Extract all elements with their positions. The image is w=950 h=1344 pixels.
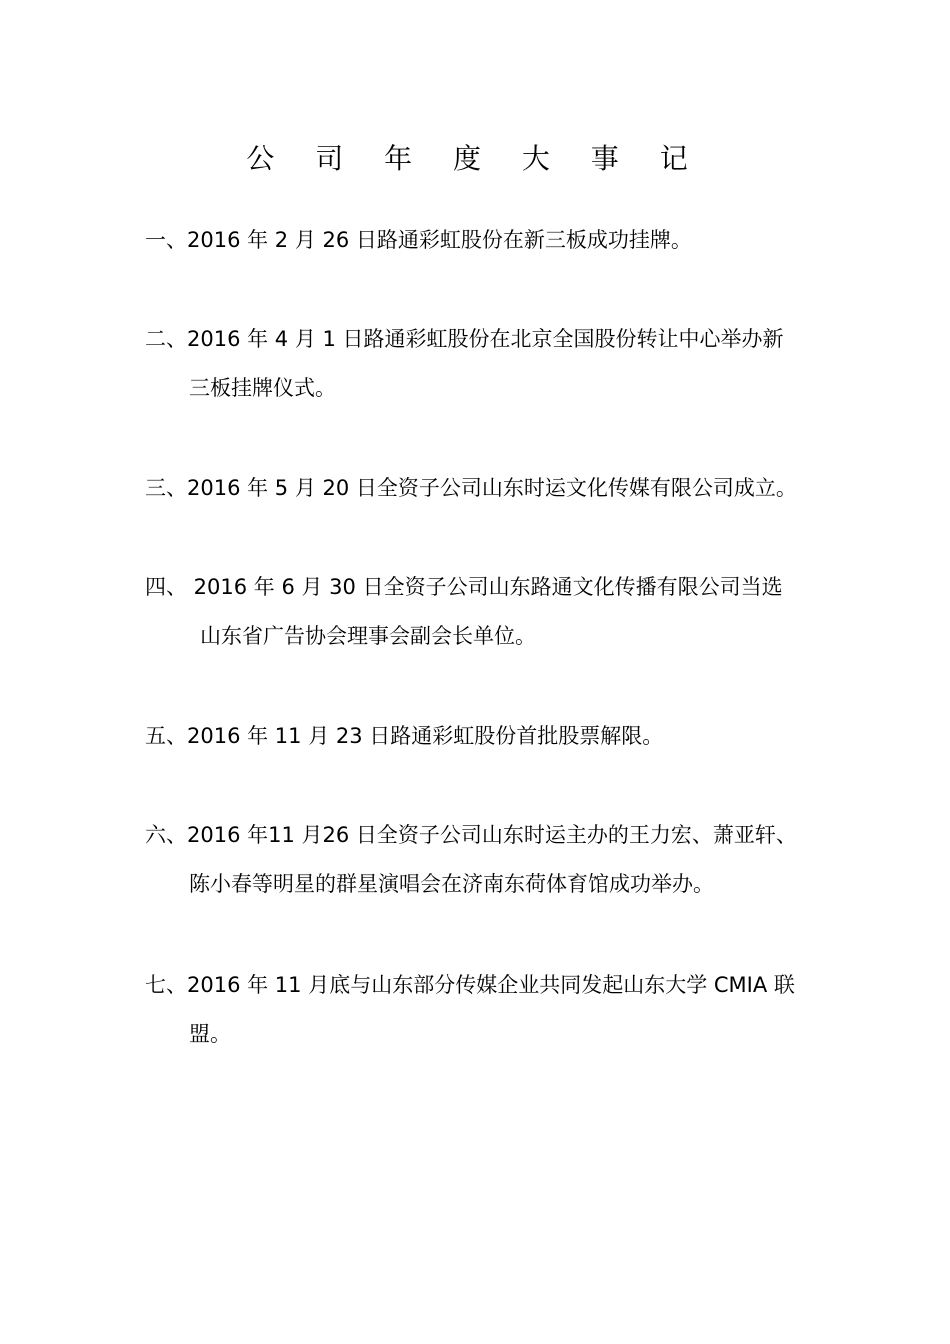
event-line xyxy=(145,563,810,612)
event-line-continuation: 三板挂牌仪式。 xyxy=(189,376,336,400)
event-text: 2016 年 11 月底与山东部分传媒企业共同发起山东大学 CMIA 联 xyxy=(187,973,795,997)
event-line xyxy=(145,464,810,513)
event-item xyxy=(145,712,810,761)
event-marker: 五、 xyxy=(145,724,187,748)
event-text: 2016 年 4 月 1 日路通彩虹股份在北京全国股份转让中心举办新 xyxy=(187,327,784,351)
event-marker: 六、 xyxy=(145,823,187,847)
event-text: 2016 年11 月26 日全资子公司山东时运主办的王力宏、萧亚轩、 xyxy=(187,823,797,847)
event-line xyxy=(145,216,810,265)
event-text: 2016 年 6 月 30 日全资子公司山东路通文化传播有限公司当选 xyxy=(187,575,783,599)
event-marker: 七、 xyxy=(145,973,187,997)
page-title: 公 司 年 度 大 事 记 xyxy=(246,141,704,175)
event-line xyxy=(145,961,810,1010)
event-item xyxy=(145,563,810,661)
event-line xyxy=(145,315,810,364)
event-item xyxy=(145,961,810,1059)
event-marker: 一、 xyxy=(145,228,187,252)
event-item xyxy=(145,464,810,513)
event-marker: 三、 xyxy=(145,476,187,500)
event-text: 2016 年 11 月 23 日路通彩虹股份首批股票解限。 xyxy=(187,724,664,748)
event-text: 2016 年 2 月 26 日路通彩虹股份在新三板成功挂牌。 xyxy=(187,228,692,252)
event-item xyxy=(145,315,810,413)
event-marker: 四、 xyxy=(145,575,187,599)
event-line-continuation: 山东省广告协会理事会副会长单位。 xyxy=(200,624,536,648)
event-item xyxy=(145,811,810,909)
event-line-continuation: 陈小春等明星的群星演唱会在济南东荷体育馆成功举办。 xyxy=(189,872,714,896)
event-line xyxy=(145,712,810,761)
event-line xyxy=(145,811,810,860)
event-marker: 二、 xyxy=(145,327,187,351)
event-item xyxy=(145,216,810,265)
event-line-continuation: 盟。 xyxy=(189,1022,231,1046)
event-text: 2016 年 5 月 20 日全资子公司山东时运文化传媒有限公司成立。 xyxy=(187,476,797,500)
